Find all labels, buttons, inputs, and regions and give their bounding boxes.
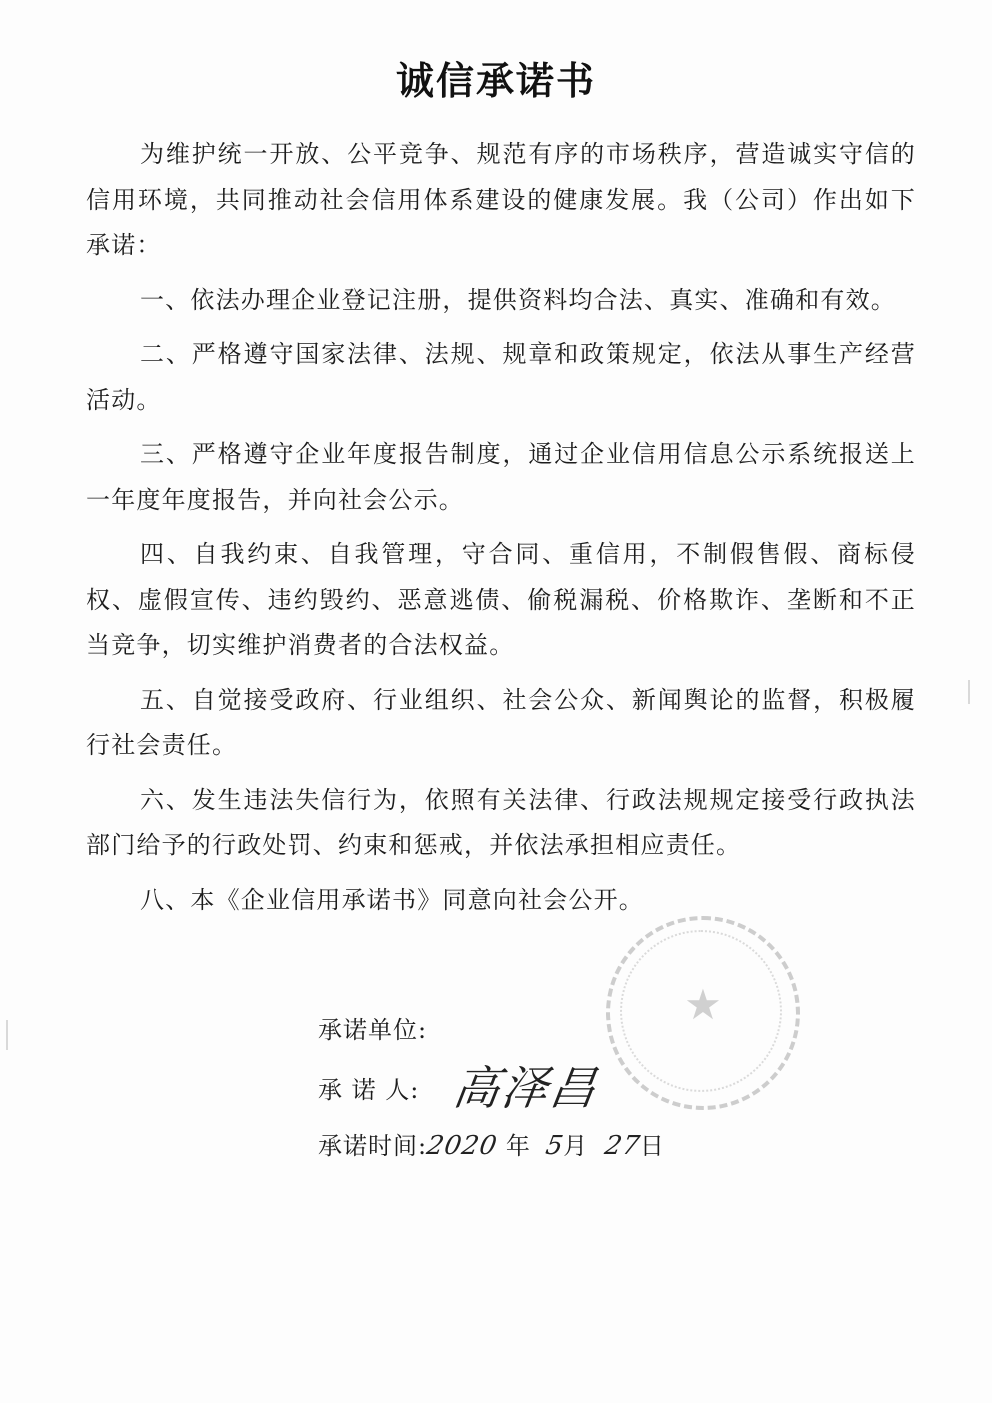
month-char: 月 — [563, 1132, 589, 1160]
paragraph-item-2: 二、严格遵守国家法律、法规、规章和政策规定，依法从事生产经营活动。 — [86, 340, 916, 414]
paragraph-intro: 为维护统一开放、公平竞争、规范有序的市场秩序，营造诚实守信的信用环境，共同推动社会信用体系建设的健康发展。我（公司）作出如下承诺： — [86, 140, 916, 259]
company-seal — [606, 916, 800, 1110]
scan-edge-mark-right — [968, 680, 970, 704]
signing-date-line — [318, 1126, 665, 1161]
signer-label: 承 诺 人: — [318, 1076, 420, 1104]
day-char: 日 — [639, 1132, 665, 1160]
paragraph-item-8: 八、本《企业信用承诺书》同意向社会公开。 — [140, 885, 644, 914]
signer-line — [318, 1061, 602, 1115]
date-month-handwritten: 5 — [542, 1131, 566, 1161]
handwritten-signature: 高泽昌 — [449, 1061, 602, 1115]
date-label: 承诺时间: — [318, 1132, 428, 1160]
paragraph-item-5: 五、自觉接受政府、行业组织、社会公众、新闻舆论的监督，积极履行社会责任。 — [86, 685, 916, 759]
paragraph-item-6: 六、发生违法失信行为，依照有关法律、行政法规规定接受行政执法部门给予的行政处罚、约束和惩戒，并依法承担相应责任。 — [86, 785, 916, 859]
document-title: 诚信承诺书 — [395, 58, 596, 103]
date-day-handwritten: 27 — [602, 1131, 643, 1161]
paragraph-item-3: 三、严格遵守企业年度报告制度，通过企业信用信息公示系统报送上一年度年度报告，并向社会公示。 — [86, 440, 916, 514]
seal-star-icon: ★ — [684, 980, 722, 1029]
date-year-handwritten: 2020 — [424, 1131, 500, 1161]
document-body — [86, 132, 916, 932]
signing-unit-label: 承诺单位: — [318, 1016, 428, 1044]
scan-edge-mark — [6, 1020, 8, 1050]
paragraph-item-4: 四、自我约束、自我管理，守合同、重信用，不制假售假、商标侵权、虚假宣传、违约毁约、恶意逃债、偷税漏税、价格欺诈、垄断和不正当竞争，切实维护消费者的合法权益。 — [86, 540, 916, 659]
year-char: 年 — [505, 1132, 531, 1160]
signing-unit-line — [318, 1010, 427, 1045]
paragraph-item-1: 一、依法办理企业登记注册，提供资料均合法、真实、准确和有效。 — [140, 285, 896, 314]
